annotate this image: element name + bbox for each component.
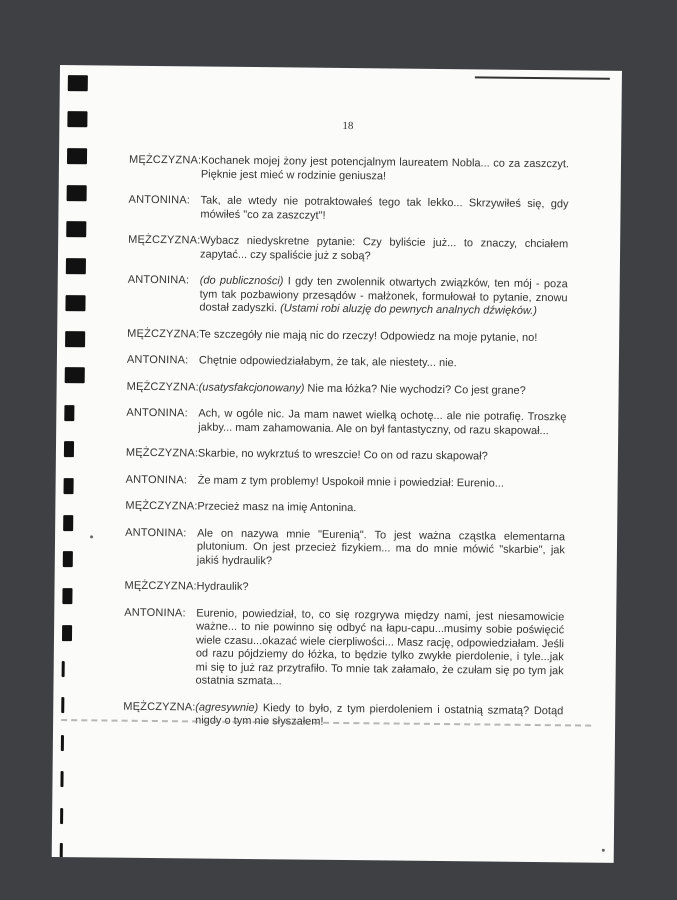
- scan-speck: [602, 849, 605, 852]
- document-page: [52, 65, 622, 863]
- dialogue-line: [127, 327, 567, 345]
- speaker-label: MĘŻCZYZNA:: [125, 499, 198, 513]
- speech-text: Przecież masz na imię Antonina.: [197, 500, 357, 515]
- speech-text: Ach, w ogóle nic. Ja mam nawet wielką ochotę... ale nie potrafię. Troszkę jakby... mam zahamowania. Ale on był fantastyczny, od razu skapował...: [198, 407, 567, 437]
- dialogue-line: [128, 234, 568, 266]
- dialogue-line: [127, 380, 567, 398]
- dialogue-line: [126, 407, 566, 439]
- dialogue-line: [128, 194, 568, 226]
- speech-text: Skarbie, no wykrztuś to wreszcie! Co on od razu skapował?: [197, 447, 488, 463]
- dialogue-line: [126, 447, 566, 465]
- speaker-label: ANTONINA:: [126, 353, 189, 367]
- dialogue-line: [123, 606, 564, 692]
- speaker-label: MĘŻCZYZNA:: [128, 153, 202, 167]
- dialogue-line: [125, 500, 565, 518]
- spiral-binding: [60, 75, 88, 855]
- speaker-label: ANTONINA:: [124, 606, 186, 619]
- stage-direction: (Ustami robi aluzję do pewnych analnych dźwięków.): [280, 302, 538, 318]
- speech-text: Chętnie odpowiedziałabym, że tak, ale niestety... nie.: [198, 354, 457, 370]
- speaker-label: MĘŻCZYZNA:: [124, 579, 197, 593]
- dialogue-line: [129, 154, 569, 186]
- speech-body: I gdy ten zwolennik otwartych związków, ten mój - poza tym tak pozbawiony przesądów - małżonek, formułował to pytanie, znowu dostał zadyszki.: [199, 275, 568, 315]
- dialogue-line: [123, 700, 563, 732]
- speaker-label: ANTONINA:: [126, 406, 188, 420]
- speech-text: Kochanek mojej żony jest potencjalnym laureatem Nobla... co za zaszczyt. Pięknie jest mieć w rodzinie geniusza!: [200, 154, 570, 182]
- speaker-label: ANTONINA:: [125, 526, 187, 539]
- speaker-label: MĘŻCZYZNA:: [123, 700, 196, 713]
- speech-text: Te szczegóły nie mają nic do rzeczy! Odpowiedz na moje pytanie, no!: [199, 327, 538, 344]
- speech-text: Wybacz niedyskretne pytanie: Czy byliście już... to znaczy, chciałem zapytać... czy spaliście już z sobą?: [199, 234, 569, 262]
- dialogue-line: [126, 473, 566, 491]
- dialogue-block: [123, 154, 569, 745]
- speaker-label: ANTONINA:: [125, 473, 188, 486]
- speech-text: [199, 274, 567, 318]
- speech-body: Kiedy to było, z tym pierdoleniem i ostatnią szmatą? Dotąd nigdy o tym nie słyszałem!: [195, 701, 564, 728]
- speaker-label: ANTONINA:: [127, 273, 190, 287]
- speech-text: [195, 701, 563, 732]
- speech-text: Eurenio, powiedział, to, co się rozgrywa między nami, jest niesamowicie ważne... to nie powinno się odbyć na łapu-capu...musimy sobie poświęcić wiele czasu...okazać wiele cierpliwości... Masz rację, odpowiedziałam. Jeśli od razu pójdziemy do łóżka, to będzie tylko zwykłe pierdolenie, i tyle...jak mi się to już raz przytrafiło. To mnie tak załamało, że czułam się po tym jak ostatnia szmata...: [195, 606, 565, 688]
- stage-direction: (usatysfakcjonowany): [198, 380, 305, 395]
- scan-speck: [90, 535, 93, 538]
- speaker-label: MĘŻCZYZNA:: [125, 446, 199, 460]
- speaker-label: MĘŻCZYZNA:: [126, 380, 199, 393]
- speech-text: Że mam z tym problemy! Uspokoił mnie i powiedział: Eurenio...: [197, 473, 504, 490]
- speaker-label: MĘŻCZYZNA:: [128, 233, 201, 247]
- page-number: 18: [342, 119, 354, 133]
- speaker-label: ANTONINA:: [128, 193, 191, 207]
- dialogue-line: [124, 580, 564, 598]
- dialogue-line: [127, 274, 567, 319]
- speaker-label: MĘŻCZYZNA:: [127, 327, 200, 340]
- speech-text: Tak, ale wtedy nie potraktowałeś tego tak lekko... Skrzywiłeś się, gdy mówiłeś "co za zaszczyt"!: [200, 194, 569, 222]
- dialogue-line: [125, 526, 565, 571]
- speech-text: [199, 381, 567, 398]
- stage-direction: (do publiczności): [199, 274, 284, 288]
- speech-body: Nie ma łóżka? Nie wychodzi? Co jest grane?: [304, 382, 526, 397]
- top-rule: [475, 76, 610, 79]
- stage-direction: (agresywnie): [195, 700, 259, 714]
- dialogue-line: [127, 354, 567, 372]
- speech-text: Hydraulik?: [196, 580, 249, 594]
- speech-text: Ale on nazywa mnie "Eurenią". To jest ważna cząstka elementarna plutonium. On jest przecież fizykiem... ma do mnie mówić "skarbie", jak jakiś hydraulik?: [196, 526, 566, 567]
